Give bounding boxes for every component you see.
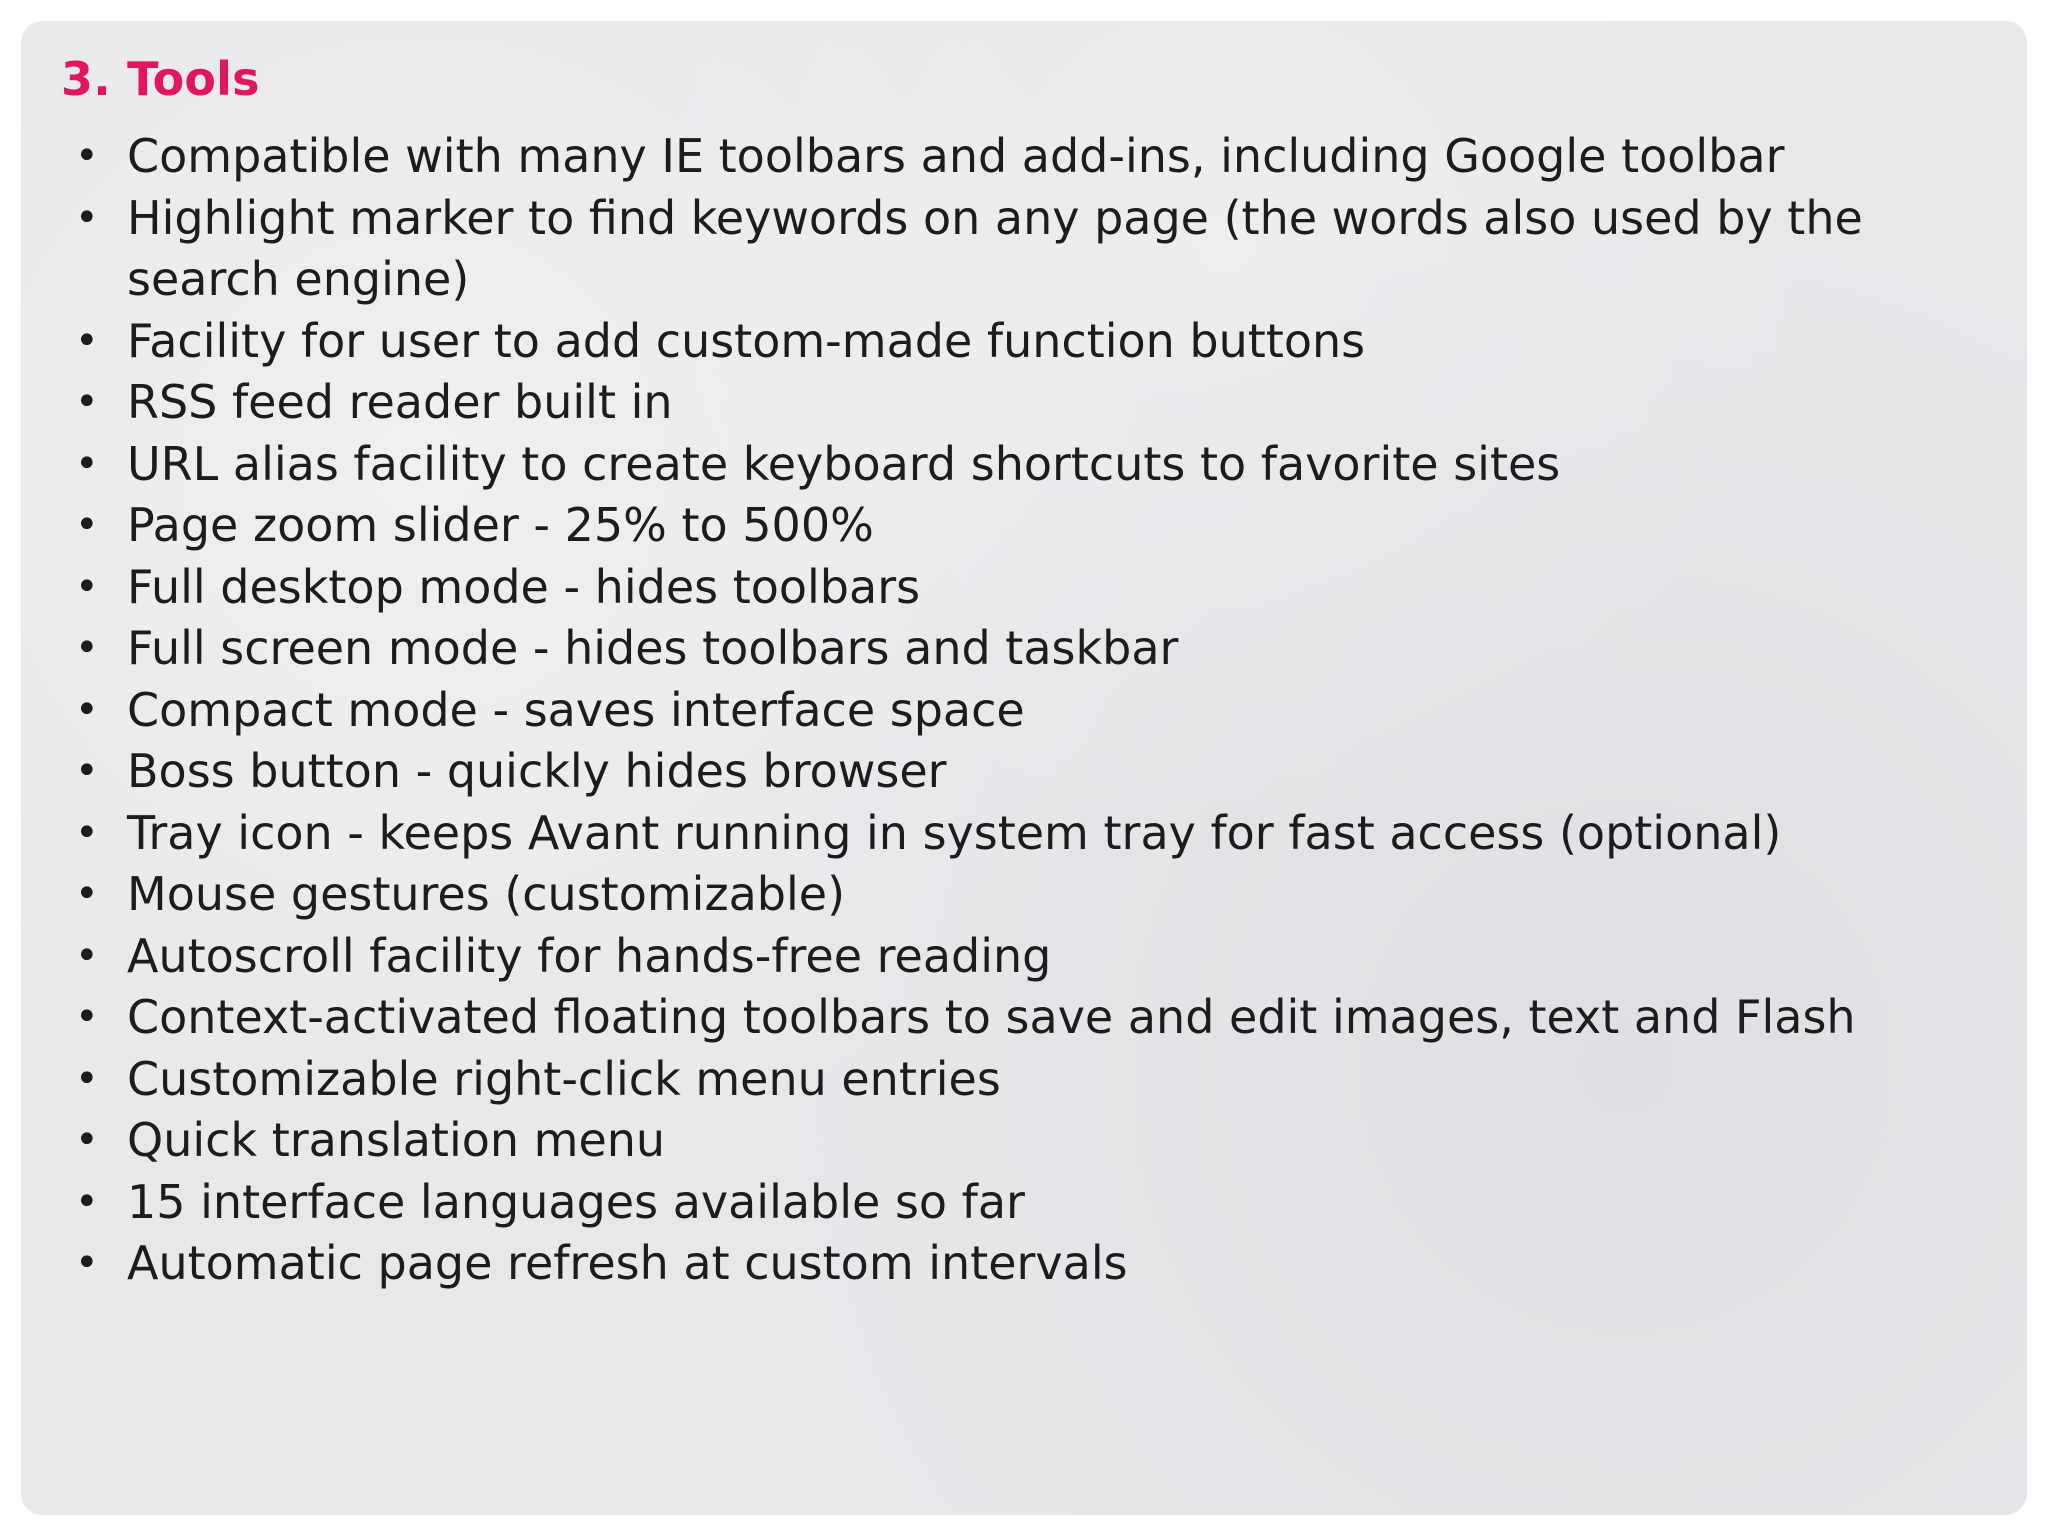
bullet-icon: • — [75, 748, 99, 794]
bullet-icon: • — [75, 932, 99, 979]
bullet-text: Autoscroll facility for hands-free reading — [127, 928, 1052, 983]
bullet-icon: • — [75, 686, 99, 733]
bullet-text: Compatible with many IE toolbars and add-ins, including Google toolbar — [127, 129, 1785, 183]
bullet-text: 15 interface languages available so far — [127, 1174, 1025, 1229]
bullet-item — [61, 618, 2001, 680]
bullet-text: Facility for user to add custom-made function buttons — [127, 313, 1366, 368]
bullet-icon: • — [75, 502, 99, 548]
bullet-icon: • — [75, 1178, 99, 1225]
bullet-icon: • — [75, 317, 99, 364]
bullet-text: Page zoom slider - 25% to 500% — [127, 498, 874, 552]
bullet-item — [61, 311, 2001, 373]
bullet-item — [61, 126, 2001, 188]
bullet-text: Boss button - quickly hides browser — [127, 744, 947, 798]
bullet-item — [61, 1233, 2001, 1295]
bullet-icon: • — [75, 133, 99, 179]
bullet-text: Quick translation menu — [127, 1113, 666, 1167]
bullet-text: Highlight marker to find keywords on any page (the words also used by the search engine) — [127, 190, 1863, 306]
bullet-item — [61, 1049, 2001, 1111]
bullet-text: Compact mode - saves interface space — [127, 682, 1025, 737]
bullet-icon: • — [75, 1117, 99, 1163]
bullet-icon: • — [75, 563, 99, 610]
bullet-text: Full desktop mode - hides toolbars — [127, 559, 921, 614]
bullet-text: Full screen mode - hides toolbars and taskbar — [127, 621, 1179, 675]
bullet-item — [61, 188, 2001, 311]
bullet-item — [61, 987, 2001, 1049]
bullet-icon: • — [75, 809, 99, 856]
bullet-item — [61, 1110, 2001, 1172]
bullet-icon: • — [75, 625, 99, 671]
bullet-item — [61, 926, 2001, 988]
bullet-text: RSS feed reader built in — [127, 375, 673, 429]
bullet-icon: • — [75, 1240, 99, 1286]
slide — [21, 21, 2027, 1515]
bullet-item — [61, 372, 2001, 434]
bullet-item — [61, 803, 2001, 865]
bullet-item — [61, 495, 2001, 557]
bullet-text: Customizable right-click menu entries — [127, 1051, 1001, 1106]
bullet-item — [61, 1172, 2001, 1234]
bullet-icon: • — [75, 1055, 99, 1102]
bullet-icon: • — [75, 440, 99, 487]
bullet-icon: • — [75, 871, 99, 917]
bullet-item — [61, 864, 2001, 926]
bullet-icon: • — [75, 379, 99, 425]
slide-heading: 3. Tools — [61, 52, 260, 106]
bullet-icon: • — [75, 194, 99, 241]
bullet-text: Mouse gestures (customizable) — [127, 867, 846, 921]
bullet-item — [61, 741, 2001, 803]
bullet-text: Automatic page refresh at custom intervals — [127, 1236, 1128, 1290]
bullet-item — [61, 680, 2001, 742]
bullet-text: Context-activated floating toolbars to save and edit images, text and Flash — [127, 990, 1856, 1044]
bullet-text: Tray icon - keeps Avant running in system tray for fast access (optional) — [127, 805, 1782, 860]
bullet-list — [61, 126, 2001, 1295]
bullet-text: URL alias facility to create keyboard shortcuts to favorite sites — [127, 436, 1561, 491]
bullet-icon: • — [75, 994, 99, 1040]
slide-content — [61, 52, 2001, 1295]
bullet-item — [61, 557, 2001, 619]
bullet-item — [61, 434, 2001, 496]
